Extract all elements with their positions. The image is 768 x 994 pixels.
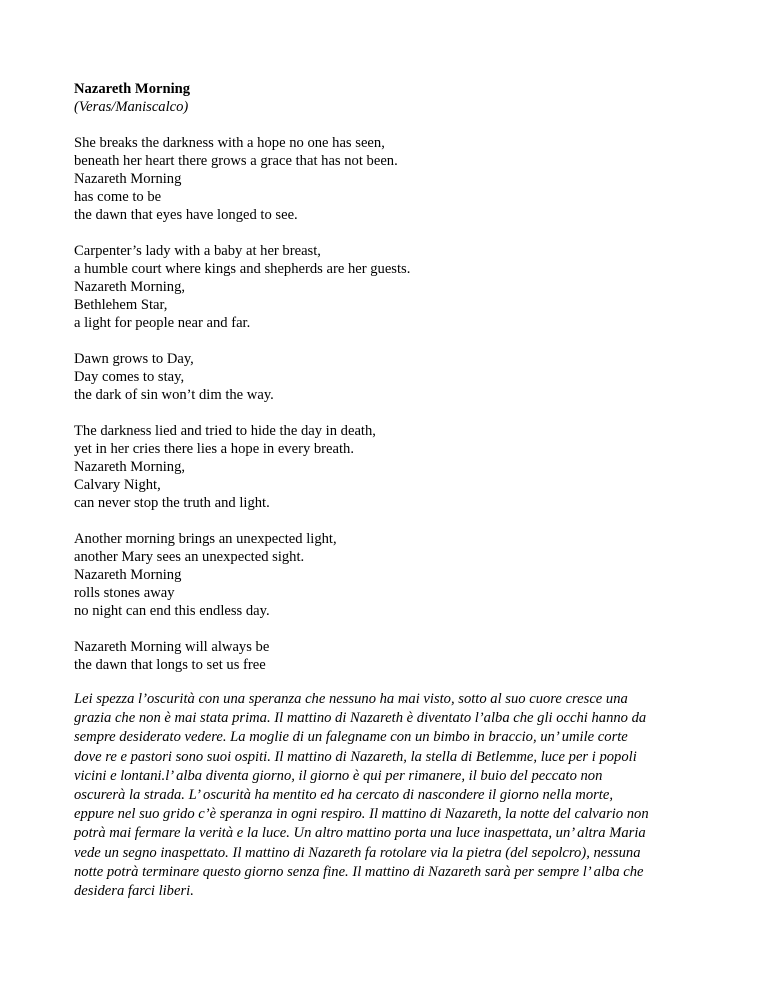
translation-line: desidera farci liberi. bbox=[74, 883, 194, 900]
lyric-line: can never stop the truth and light. bbox=[74, 495, 270, 511]
translation-line: vede un segno inaspettato. Il mattino di Nazareth fa rotolare via la pietra (del sepolcro), nessuna bbox=[74, 844, 641, 861]
translation-line: Lei spezza l’oscurità con una speranza che nessuno ha mai visto, sotto al suo cuore cresce una bbox=[74, 691, 628, 707]
lyric-line: yet in her cries there lies a hope in every breath. bbox=[74, 441, 354, 457]
italian-translation bbox=[74, 690, 716, 901]
lyric-line: has come to be bbox=[74, 189, 162, 205]
translation-line: potrà mai fermare la verità e la luce. Un altro mattino porta una luce inaspettata, un’ altra Maria bbox=[74, 825, 646, 842]
translation-line: vicini e lontani.l’ alba diventa giorno, il giorno è qui per rimanere, il buio del peccato non bbox=[74, 767, 603, 784]
song-credits: (Veras/Maniscalco) bbox=[74, 99, 189, 115]
lyric-line: The darkness lied and tried to hide the day in death, bbox=[74, 423, 376, 439]
lyric-line: a light for people near and far. bbox=[74, 315, 251, 331]
lyric-line: Bethlehem Star, bbox=[74, 297, 168, 313]
lyric-line: She breaks the darkness with a hope no one has seen, bbox=[74, 135, 385, 151]
lyric-line: Day comes to stay, bbox=[74, 369, 185, 385]
translation-line: oscurerà la strada. L’ oscurità ha mentito ed ha cercato di nascondere il giorno nella morte, bbox=[74, 787, 613, 804]
lyric-line: rolls stones away bbox=[74, 585, 175, 601]
translation-line: eppure nel suo grido c’è speranza in ogni respiro. Il mattino di Nazareth, la notte del calvario non bbox=[74, 806, 649, 823]
translation-line: grazia che non è mai stata prima. Il mattino di Nazareth è diventato l’alba che gli occhi hanno da bbox=[74, 710, 647, 727]
translation-line: notte potrà terminare questo giorno senza fine. Il mattino di Nazareth sarà per sempre l’ alba che bbox=[74, 863, 644, 880]
stanza bbox=[74, 530, 714, 620]
lyric-line: the dark of sin won’t dim the way. bbox=[74, 387, 274, 403]
translation-line: dove re e pastori sono suoi ospiti. Il mattino di Nazareth, la stella di Betlemme, luce per i popoli bbox=[74, 748, 637, 765]
lyric-line: no night can end this endless day. bbox=[74, 603, 270, 619]
lyric-line: Calvary Night, bbox=[74, 477, 161, 493]
lyric-line: Another morning brings an unexpected light, bbox=[74, 531, 337, 547]
lyric-line: Carpenter’s lady with a baby at her breast, bbox=[74, 243, 321, 259]
lyric-line: another Mary sees an unexpected sight. bbox=[74, 549, 305, 565]
lyric-line: beneath her heart there grows a grace that has not been. bbox=[74, 153, 398, 169]
stanza bbox=[74, 134, 714, 224]
lyric-line: the dawn that longs to set us free bbox=[74, 657, 266, 673]
lyric-line: a humble court where kings and shepherds are her guests. bbox=[74, 261, 411, 277]
lyric-line: Nazareth Morning, bbox=[74, 459, 186, 475]
stanza bbox=[74, 422, 714, 512]
stanza bbox=[74, 350, 714, 404]
stanza bbox=[74, 242, 714, 332]
translation-line: sempre desiderato vedere. La moglie di un falegname con un bimbo in braccio, un’ umile corte bbox=[74, 729, 628, 746]
lyrics bbox=[74, 134, 714, 674]
stanza bbox=[74, 638, 714, 674]
document-page bbox=[74, 80, 714, 901]
lyric-line: the dawn that eyes have longed to see. bbox=[74, 207, 298, 223]
song-title: Nazareth Morning bbox=[74, 81, 191, 97]
lyric-line: Nazareth Morning, bbox=[74, 279, 186, 295]
lyric-line: Dawn grows to Day, bbox=[74, 351, 194, 367]
lyric-line: Nazareth Morning will always be bbox=[74, 639, 270, 655]
lyric-line: Nazareth Morning bbox=[74, 171, 182, 187]
lyric-line: Nazareth Morning bbox=[74, 567, 182, 583]
